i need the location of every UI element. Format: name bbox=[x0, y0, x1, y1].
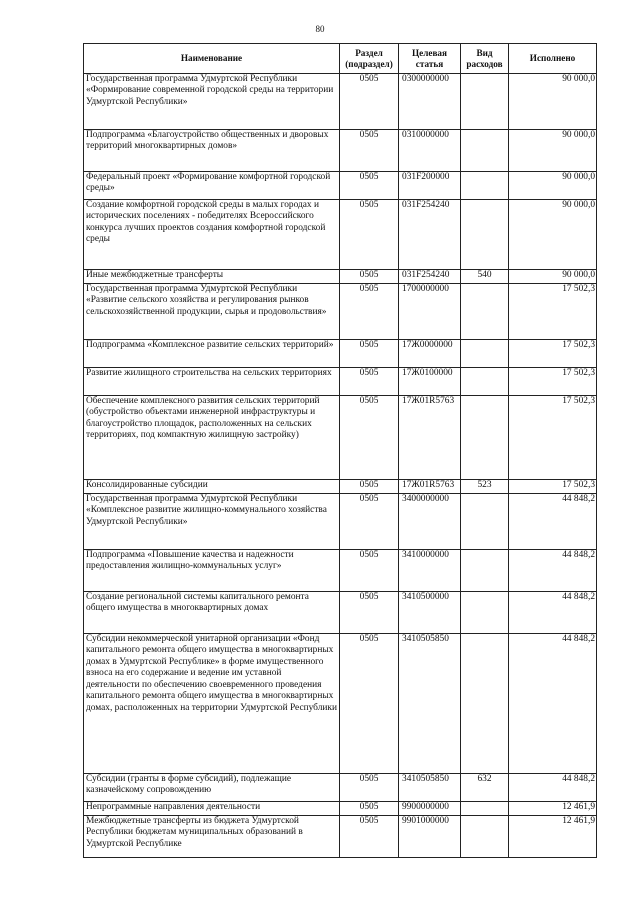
row-section-cell: 0505 bbox=[340, 774, 399, 802]
row-kind-cell bbox=[461, 340, 509, 368]
row-kind-cell: 540 bbox=[461, 270, 509, 284]
row-name-cell: Иные межбюджетные трансферты bbox=[84, 270, 340, 284]
header-target: Целевая статья bbox=[399, 44, 461, 74]
row-done-cell: 17 502,3 bbox=[509, 396, 597, 480]
row-section-cell: 0505 bbox=[340, 340, 399, 368]
row-kind-cell bbox=[461, 368, 509, 396]
header-name: Наименование bbox=[84, 44, 340, 74]
row-section-cell: 0505 bbox=[340, 284, 399, 340]
row-kind-cell bbox=[461, 634, 509, 774]
row-name-cell: Государственная программа Удмуртской Республики «Формирование современной городской среды на территории Удмуртской Республики» bbox=[84, 74, 340, 130]
table-row bbox=[84, 480, 597, 494]
header-done: Исполнено bbox=[509, 44, 597, 74]
row-section-cell: 0505 bbox=[340, 802, 399, 816]
row-done-cell: 44 848,2 bbox=[509, 774, 597, 802]
row-target-cell: 0310000000 bbox=[399, 130, 461, 172]
row-target-cell: 17Ж0000000 bbox=[399, 340, 461, 368]
row-kind-cell: 632 bbox=[461, 774, 509, 802]
row-kind-cell bbox=[461, 200, 509, 270]
header-kind: Вид расходов bbox=[461, 44, 509, 74]
row-done-cell: 44 848,2 bbox=[509, 550, 597, 592]
row-target-cell: 17Ж01R5763 bbox=[399, 480, 461, 494]
row-name-cell: Создание региональной системы капитального ремонта общего имущества в многоквартирных домах bbox=[84, 592, 340, 634]
row-done-cell: 44 848,2 bbox=[509, 634, 597, 774]
table-row bbox=[84, 550, 597, 592]
row-section-cell: 0505 bbox=[340, 592, 399, 634]
row-done-cell: 44 848,2 bbox=[509, 592, 597, 634]
row-target-cell: 031F200000 bbox=[399, 172, 461, 200]
table-row bbox=[84, 774, 597, 802]
row-name-cell: Непрограммные направления деятельности bbox=[84, 802, 340, 816]
row-kind-cell bbox=[461, 494, 509, 550]
row-kind-cell bbox=[461, 130, 509, 172]
row-section-cell: 0505 bbox=[340, 550, 399, 592]
table-row bbox=[84, 200, 597, 270]
table-row bbox=[84, 270, 597, 284]
budget-table bbox=[83, 43, 597, 858]
table-header-row bbox=[84, 44, 597, 74]
row-section-cell: 0505 bbox=[340, 172, 399, 200]
table-row bbox=[84, 396, 597, 480]
row-section-cell: 0505 bbox=[340, 74, 399, 130]
row-target-cell: 3410500000 bbox=[399, 592, 461, 634]
row-name-cell: Подпрограмма «Благоустройство общественных и дворовых территорий многоквартирных домов» bbox=[84, 130, 340, 172]
row-section-cell: 0505 bbox=[340, 480, 399, 494]
row-target-cell: 3410505850 bbox=[399, 774, 461, 802]
row-section-cell: 0505 bbox=[340, 634, 399, 774]
table-row bbox=[84, 368, 597, 396]
table-body bbox=[84, 74, 597, 858]
row-kind-cell bbox=[461, 592, 509, 634]
row-kind-cell bbox=[461, 550, 509, 592]
row-kind-cell bbox=[461, 396, 509, 480]
row-kind-cell bbox=[461, 74, 509, 130]
row-name-cell: Субсидии (гранты в форме субсидий), подлежащие казначейскому сопровождению bbox=[84, 774, 340, 802]
table-row bbox=[84, 340, 597, 368]
table-row bbox=[84, 592, 597, 634]
row-name-cell: Подпрограмма «Повышение качества и надежности предоставления жилищно-коммунальных услуг» bbox=[84, 550, 340, 592]
row-target-cell: 3400000000 bbox=[399, 494, 461, 550]
row-target-cell: 031F254240 bbox=[399, 270, 461, 284]
row-name-cell: Создание комфортной городской среды в малых городах и исторических поселениях - победителях Всероссийского конкурса лучших проектов создания комфортной городской среды bbox=[84, 200, 340, 270]
row-name-cell: Федеральный проект «Формирование комфортной городской среды» bbox=[84, 172, 340, 200]
page-number: 80 bbox=[315, 24, 325, 34]
row-section-cell: 0505 bbox=[340, 270, 399, 284]
row-name-cell: Межбюджетные трансферты из бюджета Удмуртской Республики бюджетам муниципальных образований в Удмуртской Республике bbox=[84, 816, 340, 858]
row-done-cell: 90 000,0 bbox=[509, 74, 597, 130]
row-target-cell: 3410505850 bbox=[399, 634, 461, 774]
row-kind-cell bbox=[461, 284, 509, 340]
table-row bbox=[84, 494, 597, 550]
table-row bbox=[84, 802, 597, 816]
row-name-cell: Обеспечение комплексного развития сельских территорий (обустройство объектами инженерной инфраструктуры и благоустройство площадок, расположенных на сельских территориях, под компактную жилищную застройку) bbox=[84, 396, 340, 480]
row-section-cell: 0505 bbox=[340, 494, 399, 550]
row-done-cell: 17 502,3 bbox=[509, 480, 597, 494]
row-target-cell: 17Ж01R5763 bbox=[399, 396, 461, 480]
header-section: Раздел (подраздел) bbox=[340, 44, 399, 74]
table-row bbox=[84, 130, 597, 172]
row-target-cell: 1700000000 bbox=[399, 284, 461, 340]
row-done-cell: 17 502,3 bbox=[509, 368, 597, 396]
table-row bbox=[84, 284, 597, 340]
row-target-cell: 17Ж0100000 bbox=[399, 368, 461, 396]
row-section-cell: 0505 bbox=[340, 130, 399, 172]
row-section-cell: 0505 bbox=[340, 368, 399, 396]
row-done-cell: 90 000,0 bbox=[509, 270, 597, 284]
row-kind-cell bbox=[461, 802, 509, 816]
row-done-cell: 90 000,0 bbox=[509, 130, 597, 172]
row-done-cell: 17 502,3 bbox=[509, 340, 597, 368]
row-name-cell: Государственная программа Удмуртской Республики «Развитие сельского хозяйства и регулирования рынков сельскохозяйственной продукции, сырья и продовольствия» bbox=[84, 284, 340, 340]
row-done-cell: 90 000,0 bbox=[509, 200, 597, 270]
row-name-cell: Развитие жилищного строительства на сельских территориях bbox=[84, 368, 340, 396]
table-row bbox=[84, 74, 597, 130]
table-row bbox=[84, 172, 597, 200]
row-name-cell: Консолидированные субсидии bbox=[84, 480, 340, 494]
table-row bbox=[84, 634, 597, 774]
row-target-cell: 0300000000 bbox=[399, 74, 461, 130]
row-name-cell: Подпрограмма «Комплексное развитие сельских территорий» bbox=[84, 340, 340, 368]
row-target-cell: 9900000000 bbox=[399, 802, 461, 816]
row-done-cell: 90 000,0 bbox=[509, 172, 597, 200]
row-target-cell: 9901000000 bbox=[399, 816, 461, 858]
row-kind-cell bbox=[461, 816, 509, 858]
row-done-cell: 12 461,9 bbox=[509, 802, 597, 816]
table-row bbox=[84, 816, 597, 858]
row-done-cell: 17 502,3 bbox=[509, 284, 597, 340]
row-done-cell: 12 461,9 bbox=[509, 816, 597, 858]
row-kind-cell: 523 bbox=[461, 480, 509, 494]
row-name-cell: Субсидии некоммерческой унитарной организации «Фонд капитального ремонта общего имущества в многоквартирных домах в Удмуртской Республике» в форме имущественного взноса на его содержание и ведение им уставной деятельности по обеспечению своевременного проведения капитального ремонта общего имущества в многоквартирных домах, расположенных на территории Удмуртской Республики bbox=[84, 634, 340, 774]
row-target-cell: 3410000000 bbox=[399, 550, 461, 592]
row-section-cell: 0505 bbox=[340, 200, 399, 270]
row-section-cell: 0505 bbox=[340, 816, 399, 858]
row-name-cell: Государственная программа Удмуртской Республики «Комплексное развитие жилищно-коммунального хозяйства Удмуртской Республики» bbox=[84, 494, 340, 550]
row-section-cell: 0505 bbox=[340, 396, 399, 480]
row-done-cell: 44 848,2 bbox=[509, 494, 597, 550]
row-target-cell: 031F254240 bbox=[399, 200, 461, 270]
row-kind-cell bbox=[461, 172, 509, 200]
